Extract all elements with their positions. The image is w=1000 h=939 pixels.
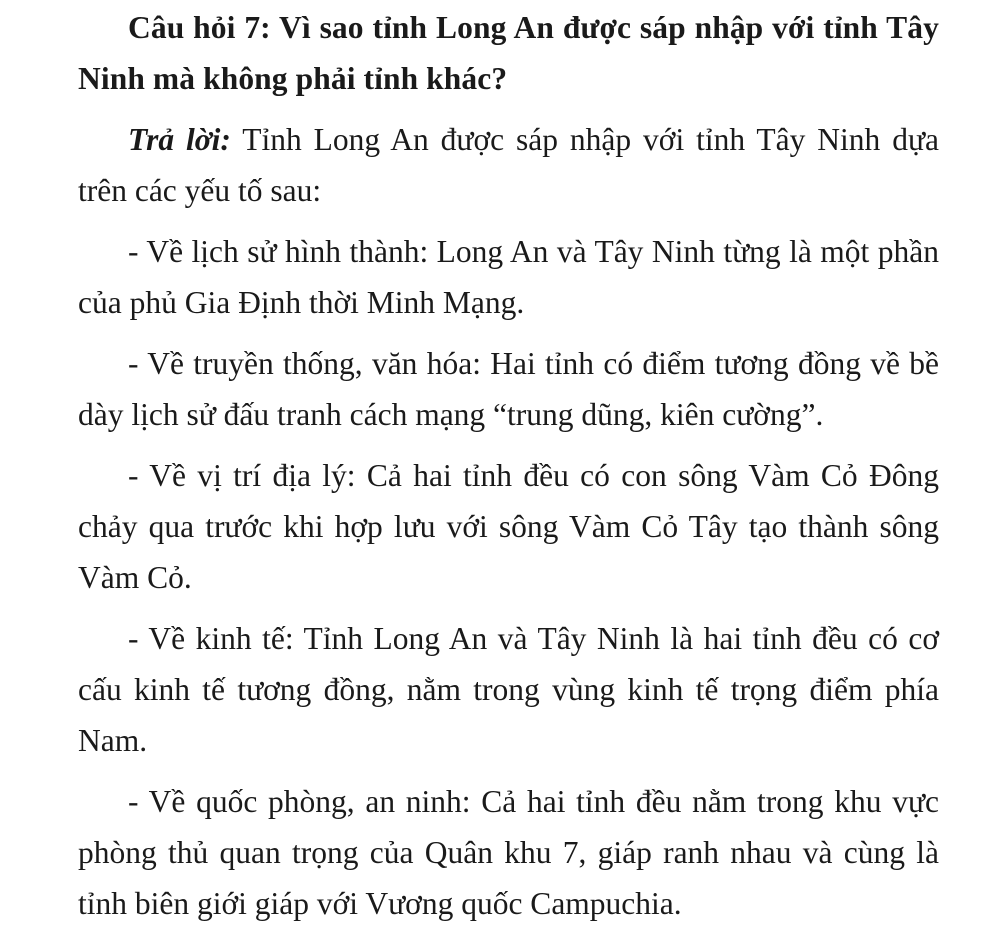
point-culture: - Về truyền thống, văn hóa: Hai tỉnh có điểm tương đồng về bề dày lịch sử đấu tranh cách mạng “trung dũng, kiên cường”.: [78, 346, 939, 432]
answer-label: Trả lời:: [128, 122, 231, 157]
answer-intro-text: Tỉnh Long An được sáp nhập với tỉnh Tây Ninh dựa trên các yếu tố sau:: [78, 122, 940, 208]
point-geography: - Về vị trí địa lý: Cả hai tỉnh đều có con sông Vàm Cỏ Đông chảy qua trước khi hợp lưu với sông Vàm Cỏ Tây tạo thành sông Vàm Cỏ.: [78, 458, 939, 595]
point-defense: - Về quốc phòng, an ninh: Cả hai tỉnh đều nằm trong khu vực phòng thủ quan trọng của Quân khu 7, giáp ranh nhau và cùng là tỉnh biên giới giáp với Vương quốc Campuchia.: [78, 784, 939, 921]
document-body: [78, 2, 939, 939]
point-history: - Về lịch sử hình thành: Long An và Tây Ninh từng là một phần của phủ Gia Định thời Minh Mạng.: [78, 234, 939, 320]
question-heading: Câu hỏi 7: Vì sao tỉnh Long An được sáp nhập với tỉnh Tây Ninh mà không phải tỉnh khác?: [78, 10, 939, 96]
point-economy: - Về kinh tế: Tỉnh Long An và Tây Ninh là hai tỉnh đều có cơ cấu kinh tế tương đồng, nằm trong vùng kinh tế trọng điểm phía Nam.: [78, 621, 939, 758]
answer-intro: [78, 114, 939, 216]
